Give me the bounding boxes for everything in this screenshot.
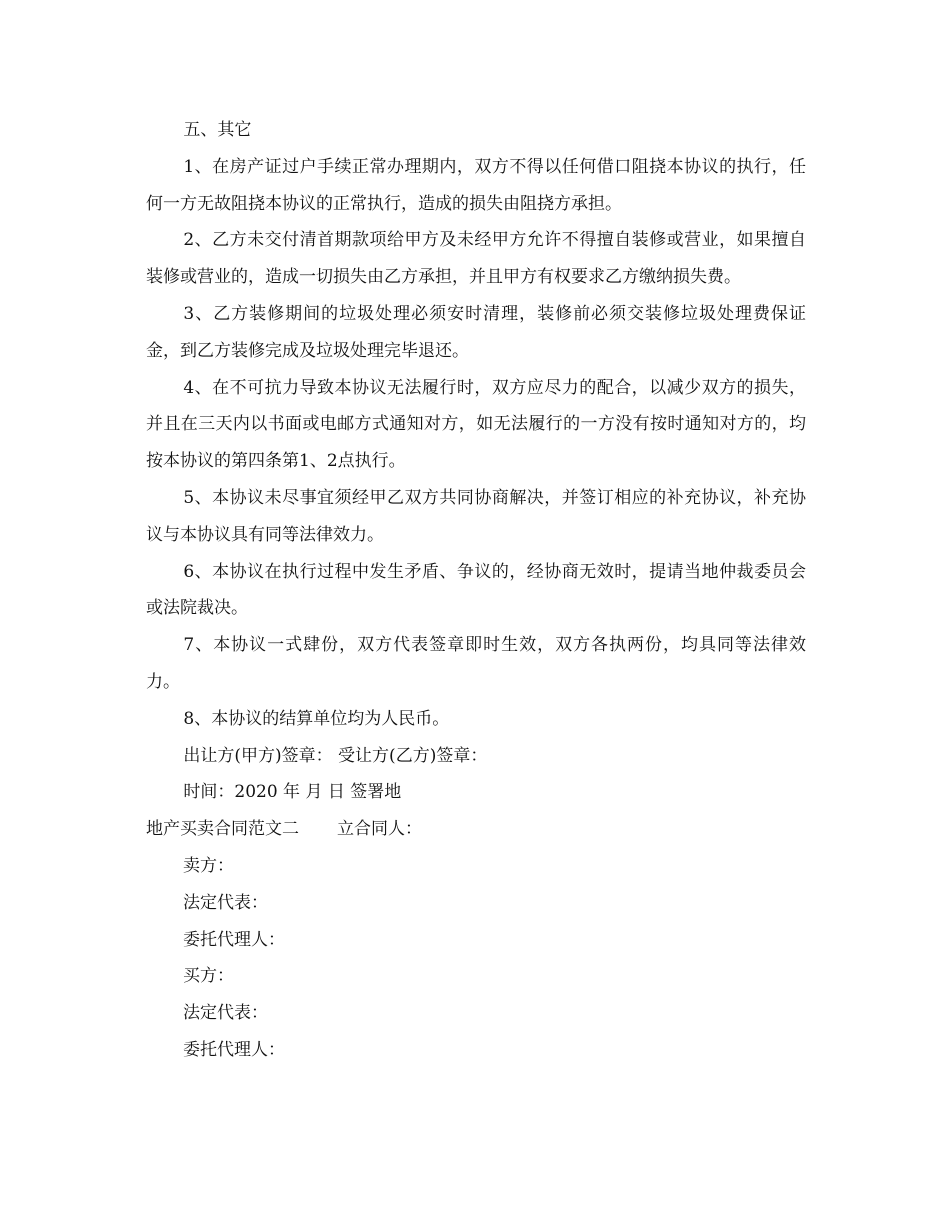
seller-legal-rep-line: 法定代表： [183,892,268,913]
clause-2: 2、乙方未交付清首期款项给甲方及未经甲方允许不得擅自装修或营业，如果擅自装修或营业的，造成一切损失由乙方承担，并且甲方有权要求乙方缴纳损失费。 [146,230,806,288]
clause-3: 3、乙方装修期间的垃圾处理必须安时清理，装修前必须交装修垃圾处理费保证金，到乙方装修完成及垃圾处理完毕退还。 [146,303,806,361]
clause-8: 8、本协议的结算单位均为人民币。 [183,708,450,729]
seller-line: 卖方： [183,855,234,876]
time-line: 时间：2020 年 月 日 签署地 [183,782,402,803]
clause-7: 7、本协议一式肆份，双方代表签章即时生效，双方各执两份，均具同等法律效力。 [146,635,806,692]
buyer-legal-rep-line: 法定代表： [183,1003,268,1024]
clause-5: 5、本协议未尽事宜须经甲乙双方共同协商解决，并签订相应的补充协议，补充协议与本协议具有同等法律效力。 [146,487,806,545]
second-contract-title: 地产买卖合同范文二 [146,819,299,840]
contract-parties-label: 立合同人： [337,819,422,840]
clause-1: 1、在房产证过户手续正常办理期内，双方不得以任何借口阻挠本协议的执行，任何一方无故阻挠本协议的正常执行，造成的损失由阻挠方承担。 [146,156,806,214]
section-heading: 五、其它 [183,120,252,140]
clause-6: 6、本协议在执行过程中发生矛盾、争议的，经协商无效时，提请当地仲裁委员会或法院裁决。 [146,561,806,619]
seller-agent-line: 委托代理人： [183,929,285,950]
second-contract-heading [146,811,806,848]
buyer-agent-line: 委托代理人： [183,1039,285,1060]
document-body [146,112,806,1069]
buyer-line: 买方： [183,966,234,987]
clause-4: 4、在不可抗力导致本协议无法履行时，双方应尽力的配合，以减少双方的损失，并且在三天内以书面或电邮方式通知对方，如无法履行的一方没有按时通知对方的，均按本协议的第四条第1、2点执行。 [146,377,806,472]
signature-line: 出让方(甲方)签章： 受让方(乙方)签章： [183,745,488,766]
